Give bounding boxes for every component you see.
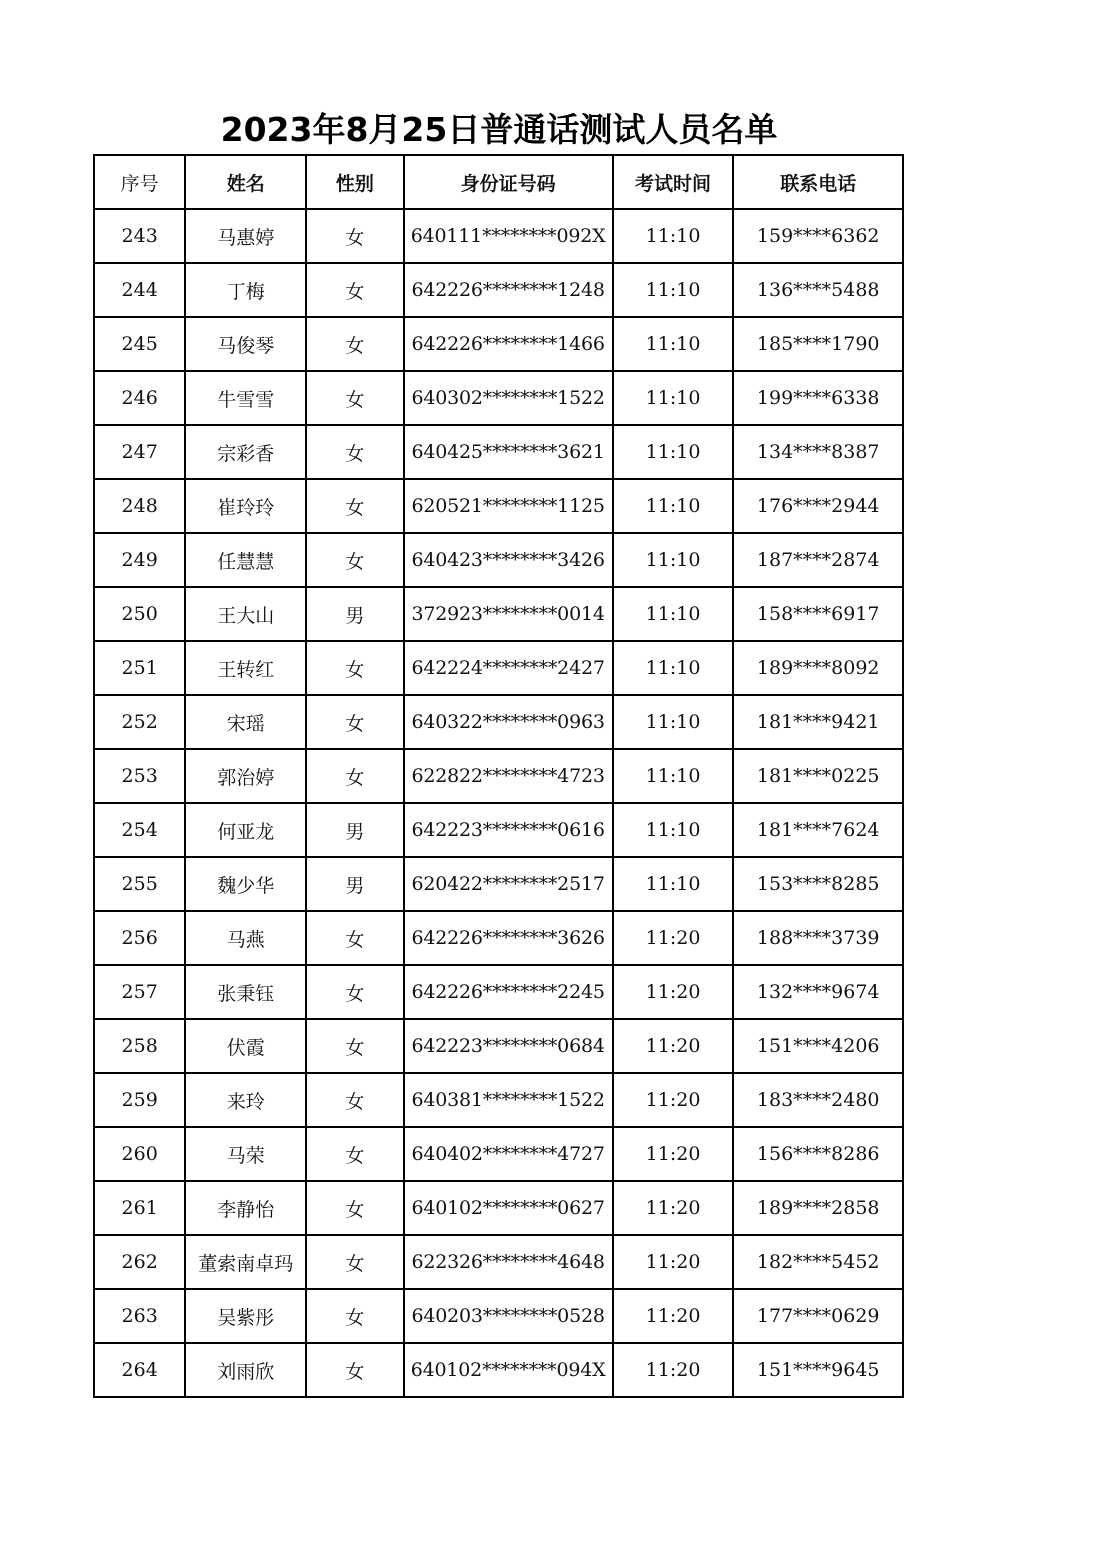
cell-id: 640102********094X bbox=[404, 1343, 613, 1397]
cell-seq: 247 bbox=[94, 425, 185, 479]
cell-id: 620521********1125 bbox=[404, 479, 613, 533]
cell-name: 马荣 bbox=[185, 1127, 306, 1181]
cell-phone: 158****6917 bbox=[733, 587, 903, 641]
cell-phone: 176****2944 bbox=[733, 479, 903, 533]
cell-time: 11:10 bbox=[613, 371, 734, 425]
cell-name: 丁梅 bbox=[185, 263, 306, 317]
table-row bbox=[94, 911, 903, 965]
cell-name: 刘雨欣 bbox=[185, 1343, 306, 1397]
cell-id: 640402********4727 bbox=[404, 1127, 613, 1181]
page-title: 2023年8月25日普通话测试人员名单 bbox=[220, 110, 778, 149]
table-row bbox=[94, 533, 903, 587]
cell-time: 11:10 bbox=[613, 533, 734, 587]
cell-gender: 女 bbox=[306, 317, 403, 371]
table-row bbox=[94, 965, 903, 1019]
header-phone: 联系电话 bbox=[733, 155, 903, 209]
cell-seq: 248 bbox=[94, 479, 185, 533]
header-seq: 序号 bbox=[94, 155, 185, 209]
cell-seq: 252 bbox=[94, 695, 185, 749]
table-header-row bbox=[94, 155, 903, 209]
table-row bbox=[94, 209, 903, 263]
table-row bbox=[94, 749, 903, 803]
cell-seq: 263 bbox=[94, 1289, 185, 1343]
header-name: 姓名 bbox=[185, 155, 306, 209]
cell-seq: 254 bbox=[94, 803, 185, 857]
table-row bbox=[94, 695, 903, 749]
cell-name: 董索南卓玛 bbox=[185, 1235, 306, 1289]
cell-seq: 251 bbox=[94, 641, 185, 695]
table-row bbox=[94, 371, 903, 425]
table-row bbox=[94, 263, 903, 317]
cell-name: 马燕 bbox=[185, 911, 306, 965]
cell-id: 642226********1466 bbox=[404, 317, 613, 371]
cell-phone: 183****2480 bbox=[733, 1073, 903, 1127]
cell-seq: 262 bbox=[94, 1235, 185, 1289]
cell-phone: 185****1790 bbox=[733, 317, 903, 371]
roster-table bbox=[93, 154, 904, 1398]
cell-name: 马俊琴 bbox=[185, 317, 306, 371]
header-time: 考试时间 bbox=[613, 155, 734, 209]
cell-gender: 女 bbox=[306, 695, 403, 749]
table-row bbox=[94, 1019, 903, 1073]
cell-id: 640381********1522 bbox=[404, 1073, 613, 1127]
table-row bbox=[94, 425, 903, 479]
cell-name: 魏少华 bbox=[185, 857, 306, 911]
cell-seq: 256 bbox=[94, 911, 185, 965]
table-row bbox=[94, 1343, 903, 1397]
cell-name: 王大山 bbox=[185, 587, 306, 641]
cell-phone: 136****5488 bbox=[733, 263, 903, 317]
cell-id: 372923********0014 bbox=[404, 587, 613, 641]
cell-seq: 253 bbox=[94, 749, 185, 803]
cell-gender: 女 bbox=[306, 263, 403, 317]
cell-gender: 女 bbox=[306, 1019, 403, 1073]
cell-name: 王转红 bbox=[185, 641, 306, 695]
cell-time: 11:20 bbox=[613, 965, 734, 1019]
cell-id: 642226********3626 bbox=[404, 911, 613, 965]
cell-seq: 258 bbox=[94, 1019, 185, 1073]
cell-id: 642226********2245 bbox=[404, 965, 613, 1019]
cell-seq: 261 bbox=[94, 1181, 185, 1235]
cell-gender: 女 bbox=[306, 1343, 403, 1397]
cell-seq: 243 bbox=[94, 209, 185, 263]
cell-id: 642223********0616 bbox=[404, 803, 613, 857]
cell-id: 622326********4648 bbox=[404, 1235, 613, 1289]
cell-time: 11:20 bbox=[613, 1073, 734, 1127]
cell-phone: 199****6338 bbox=[733, 371, 903, 425]
cell-id: 640111********092X bbox=[404, 209, 613, 263]
cell-time: 11:20 bbox=[613, 911, 734, 965]
cell-time: 11:10 bbox=[613, 587, 734, 641]
cell-gender: 女 bbox=[306, 479, 403, 533]
cell-time: 11:10 bbox=[613, 317, 734, 371]
cell-time: 11:20 bbox=[613, 1019, 734, 1073]
cell-name: 伏霞 bbox=[185, 1019, 306, 1073]
table-row bbox=[94, 857, 903, 911]
cell-id: 640302********1522 bbox=[404, 371, 613, 425]
header-gender: 性别 bbox=[306, 155, 403, 209]
cell-seq: 255 bbox=[94, 857, 185, 911]
cell-name: 马惠婷 bbox=[185, 209, 306, 263]
table-row bbox=[94, 641, 903, 695]
cell-phone: 151****4206 bbox=[733, 1019, 903, 1073]
cell-phone: 153****8285 bbox=[733, 857, 903, 911]
table-row bbox=[94, 317, 903, 371]
table-row bbox=[94, 1127, 903, 1181]
cell-id: 640102********0627 bbox=[404, 1181, 613, 1235]
table-row bbox=[94, 803, 903, 857]
table-row bbox=[94, 1073, 903, 1127]
cell-gender: 女 bbox=[306, 209, 403, 263]
cell-name: 吴紫彤 bbox=[185, 1289, 306, 1343]
cell-seq: 244 bbox=[94, 263, 185, 317]
cell-phone: 177****0629 bbox=[733, 1289, 903, 1343]
cell-gender: 男 bbox=[306, 857, 403, 911]
cell-name: 来玲 bbox=[185, 1073, 306, 1127]
cell-id: 642226********1248 bbox=[404, 263, 613, 317]
table-row bbox=[94, 587, 903, 641]
cell-phone: 134****8387 bbox=[733, 425, 903, 479]
header-id: 身份证号码 bbox=[404, 155, 613, 209]
table-row bbox=[94, 1181, 903, 1235]
cell-gender: 女 bbox=[306, 641, 403, 695]
cell-gender: 女 bbox=[306, 1289, 403, 1343]
cell-phone: 156****8286 bbox=[733, 1127, 903, 1181]
cell-id: 622822********4723 bbox=[404, 749, 613, 803]
cell-time: 11:10 bbox=[613, 749, 734, 803]
cell-phone: 189****8092 bbox=[733, 641, 903, 695]
cell-phone: 132****9674 bbox=[733, 965, 903, 1019]
cell-name: 张秉钰 bbox=[185, 965, 306, 1019]
cell-id: 620422********2517 bbox=[404, 857, 613, 911]
cell-seq: 250 bbox=[94, 587, 185, 641]
cell-time: 11:10 bbox=[613, 641, 734, 695]
cell-id: 642223********0684 bbox=[404, 1019, 613, 1073]
cell-phone: 187****2874 bbox=[733, 533, 903, 587]
cell-phone: 181****7624 bbox=[733, 803, 903, 857]
cell-time: 11:10 bbox=[613, 425, 734, 479]
cell-id: 640423********3426 bbox=[404, 533, 613, 587]
cell-name: 宗彩香 bbox=[185, 425, 306, 479]
table-row bbox=[94, 1289, 903, 1343]
cell-gender: 女 bbox=[306, 1073, 403, 1127]
cell-time: 11:20 bbox=[613, 1289, 734, 1343]
cell-time: 11:10 bbox=[613, 209, 734, 263]
cell-seq: 259 bbox=[94, 1073, 185, 1127]
cell-gender: 男 bbox=[306, 587, 403, 641]
cell-time: 11:20 bbox=[613, 1343, 734, 1397]
cell-gender: 女 bbox=[306, 911, 403, 965]
cell-time: 11:10 bbox=[613, 263, 734, 317]
cell-phone: 188****3739 bbox=[733, 911, 903, 965]
cell-gender: 女 bbox=[306, 1235, 403, 1289]
cell-phone: 159****6362 bbox=[733, 209, 903, 263]
cell-time: 11:10 bbox=[613, 695, 734, 749]
cell-id: 640322********0963 bbox=[404, 695, 613, 749]
cell-time: 11:10 bbox=[613, 479, 734, 533]
cell-name: 李静怡 bbox=[185, 1181, 306, 1235]
cell-name: 牛雪雪 bbox=[185, 371, 306, 425]
cell-seq: 249 bbox=[94, 533, 185, 587]
cell-gender: 女 bbox=[306, 371, 403, 425]
cell-time: 11:20 bbox=[613, 1235, 734, 1289]
cell-seq: 264 bbox=[94, 1343, 185, 1397]
cell-name: 崔玲玲 bbox=[185, 479, 306, 533]
cell-name: 任慧慧 bbox=[185, 533, 306, 587]
cell-seq: 257 bbox=[94, 965, 185, 1019]
cell-time: 11:20 bbox=[613, 1127, 734, 1181]
table-row bbox=[94, 1235, 903, 1289]
cell-time: 11:10 bbox=[613, 857, 734, 911]
cell-gender: 女 bbox=[306, 1127, 403, 1181]
cell-name: 郭治婷 bbox=[185, 749, 306, 803]
table-body bbox=[94, 209, 903, 1397]
cell-time: 11:20 bbox=[613, 1181, 734, 1235]
cell-phone: 182****5452 bbox=[733, 1235, 903, 1289]
cell-phone: 181****0225 bbox=[733, 749, 903, 803]
cell-gender: 男 bbox=[306, 803, 403, 857]
cell-seq: 245 bbox=[94, 317, 185, 371]
cell-time: 11:10 bbox=[613, 803, 734, 857]
cell-gender: 女 bbox=[306, 533, 403, 587]
cell-gender: 女 bbox=[306, 965, 403, 1019]
cell-id: 640203********0528 bbox=[404, 1289, 613, 1343]
cell-id: 640425********3621 bbox=[404, 425, 613, 479]
cell-seq: 260 bbox=[94, 1127, 185, 1181]
cell-phone: 151****9645 bbox=[733, 1343, 903, 1397]
table-row bbox=[94, 479, 903, 533]
cell-seq: 246 bbox=[94, 371, 185, 425]
cell-phone: 189****2858 bbox=[733, 1181, 903, 1235]
cell-phone: 181****9421 bbox=[733, 695, 903, 749]
cell-id: 642224********2427 bbox=[404, 641, 613, 695]
cell-name: 宋瑶 bbox=[185, 695, 306, 749]
cell-gender: 女 bbox=[306, 749, 403, 803]
cell-gender: 女 bbox=[306, 1181, 403, 1235]
cell-name: 何亚龙 bbox=[185, 803, 306, 857]
cell-gender: 女 bbox=[306, 425, 403, 479]
